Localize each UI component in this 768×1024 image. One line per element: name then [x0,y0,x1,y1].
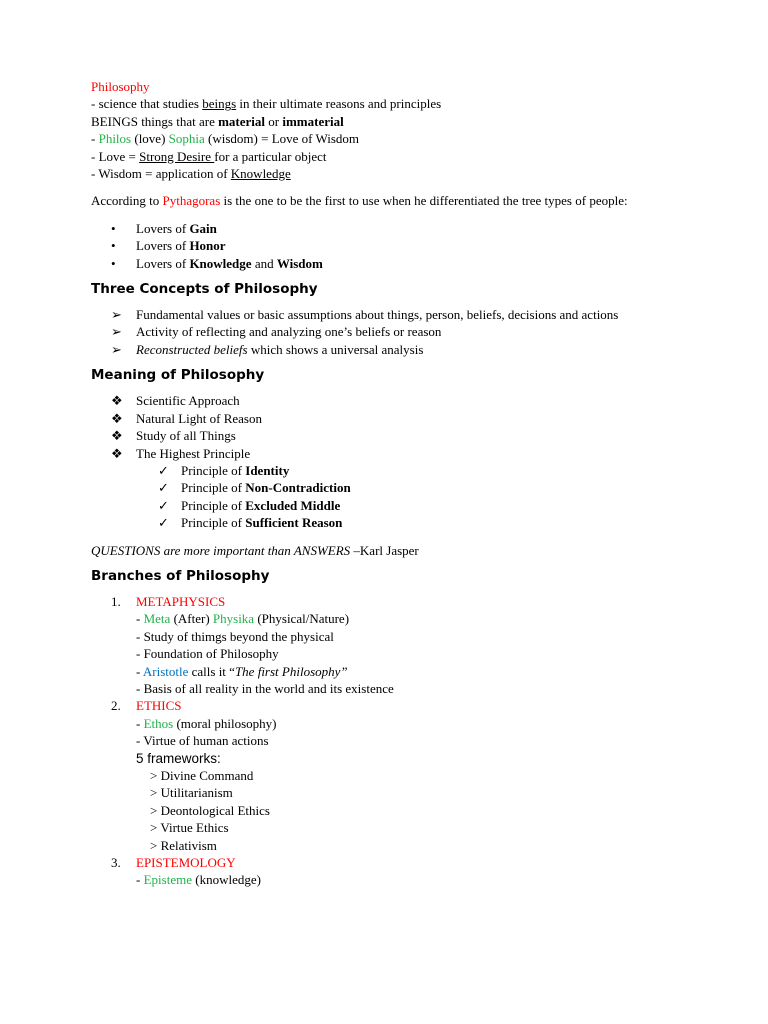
physika-term: Physika [212,611,255,627]
item-bold: Excluded Middle [245,497,341,513]
item-mid: and [251,255,277,271]
branches-heading: Branches of Philosophy [91,567,270,584]
beings-term: beings [202,96,237,112]
meta-term: Meta [143,611,171,627]
philos-term: Philos [98,131,132,147]
item-text: Fundamental values or basic assumptions about things, person, beliefs, decisions and actions [136,307,619,323]
diamond-bullet-icon: ❖ [111,410,123,426]
material-term: material [218,113,266,129]
list-item [91,220,681,237]
list-item [91,514,681,531]
bullet-icon: • [111,238,116,254]
love-pre: - Love = [91,148,140,164]
philos-line [91,130,681,147]
frameworks-label: 5 frameworks: [136,750,221,766]
branch-line [136,663,681,680]
quote-text: QUESTIONS are more important than ANSWERS [91,542,351,558]
list-item [91,427,681,444]
bullet-icon: • [111,255,116,271]
branch-metaphysics [91,593,681,697]
list-item [91,445,681,462]
document-page [91,78,681,889]
wisdom-rest: (wisdom) = Love of Wisdom [204,131,360,147]
list-item [91,410,681,427]
item-text: Principle of [181,497,246,513]
three-concepts-heading: Three Concepts of Philosophy [91,281,318,298]
doc-title: Philosophy [91,79,150,94]
list-item [91,479,681,496]
item-text: Study of all Things [136,428,236,444]
framework-item: > Virtue Ethics [150,820,229,836]
item-bold: Honor [189,238,226,254]
list-item [91,462,681,479]
item-italic: Reconstructed beliefs [136,341,248,357]
list-item [91,306,681,323]
line-rest: (Physical/Nature) [254,611,350,627]
love-paren: (love) [131,131,169,147]
pythagoras-pre: According to [91,193,163,209]
quote-author: –Karl Jasper [350,542,419,558]
meaning-heading: Meaning of Philosophy [91,367,265,384]
dash: - [136,663,143,679]
bullet-icon: • [111,220,116,236]
framework-item: > Divine Command [150,768,254,783]
item-text: which shows a universal analysis [247,341,424,357]
check-icon: ✓ [158,480,169,496]
list-number: 3. [111,855,121,871]
branch-line [136,715,681,732]
check-icon: ✓ [158,515,169,531]
framework-item: > Relativism [150,837,217,853]
beings-pre: BEINGS things that are [91,113,219,129]
dash: - [136,715,144,731]
item-text: Scientific Approach [136,393,240,409]
wisdom-line [91,165,681,182]
item-bold: Identity [245,462,290,478]
branch-line: - Virtue of human actions [136,733,269,749]
first-philosophy-term: The first Philosophy” [234,663,348,679]
strong-desire-term: Strong Desire [139,148,215,164]
list-item [91,497,681,514]
definition-rest: in their ultimate reasons and principles [236,96,442,112]
line-rest: (moral philosophy) [173,715,277,731]
love-rest: for a particular object [214,148,327,164]
line-rest: (knowledge) [191,872,261,888]
arrow-bullet-icon: ➢ [111,307,122,323]
item-text: Principle of [181,462,246,478]
arrow-bullet-icon: ➢ [111,324,122,340]
framework-item: > Deontological Ethics [150,802,270,818]
branch-epistemology [91,854,681,889]
check-icon: ✓ [158,497,169,513]
concepts-list [91,306,681,358]
arrow-bullet-icon: ➢ [111,341,122,357]
dash: - [91,131,99,147]
or-text: or [265,113,283,129]
branch-title: METAPHYSICS [136,593,226,609]
ethos-term: Ethos [143,715,174,731]
branch-line: - Basis of all reality in the world and its existence [136,680,394,696]
item-text: Lovers of [136,255,190,271]
item-text: Principle of [181,480,246,496]
diamond-bullet-icon: ❖ [111,428,123,444]
list-item [91,237,681,254]
list-item [91,341,681,358]
item-text: The Highest Principle [136,445,251,461]
diamond-bullet-icon: ❖ [111,393,123,409]
list-item [91,255,681,272]
item-text: Activity of reflecting and analyzing one’s beliefs or reason [136,324,442,340]
item-bold: Non-Contradiction [245,480,351,496]
list-item [91,323,681,340]
beings-line [91,113,681,130]
lovers-list [91,220,681,272]
branches-list [91,593,681,889]
list-number: 2. [111,698,121,714]
episteme-term: Episteme [143,872,192,888]
branch-line: - Study of thimgs beyond the physical [136,628,334,644]
item-bold-2: Wisdom [276,255,323,271]
knowledge-term: Knowledge [230,166,291,182]
framework-item: > Utilitarianism [150,785,233,801]
list-number: 1. [111,593,121,609]
item-bold: Knowledge [189,255,252,271]
sophia-term: Sophia [168,131,205,147]
principles-list [91,462,681,532]
aristotle-term: Aristotle [142,663,189,679]
quote-line [91,542,681,559]
branch-title: EPISTEMOLOGY [136,855,236,871]
check-icon: ✓ [158,462,169,478]
love-line [91,148,681,165]
calls-text: calls it “ [188,663,235,679]
item-text: Lovers of [136,220,190,236]
dash: - [136,611,144,627]
branch-ethics [91,697,681,854]
definition-line [91,95,681,112]
item-text: Lovers of [136,238,190,254]
item-text: Principle of [181,515,246,531]
meaning-list [91,392,681,462]
wisdom-pre: - Wisdom = application of [91,166,231,182]
item-text: Natural Light of Reason [136,410,262,426]
dash: - [136,872,144,888]
definition-text: - science that studies [91,96,203,112]
branch-line [136,610,681,627]
list-item [91,392,681,409]
branch-line [136,871,681,888]
pythagoras-rest: is the one to be the first to use when he differentiated the tree types of people: [220,193,628,209]
item-bold: Gain [189,220,217,236]
immaterial-term: immaterial [282,113,344,129]
item-bold: Sufficient Reason [245,515,343,531]
pythagoras-paragraph [91,192,681,209]
diamond-bullet-icon: ❖ [111,445,123,461]
pythagoras-name: Pythagoras [162,193,221,209]
branch-line: - Foundation of Philosophy [136,646,279,662]
branch-title: ETHICS [136,698,182,714]
after-text: (After) [170,611,213,627]
